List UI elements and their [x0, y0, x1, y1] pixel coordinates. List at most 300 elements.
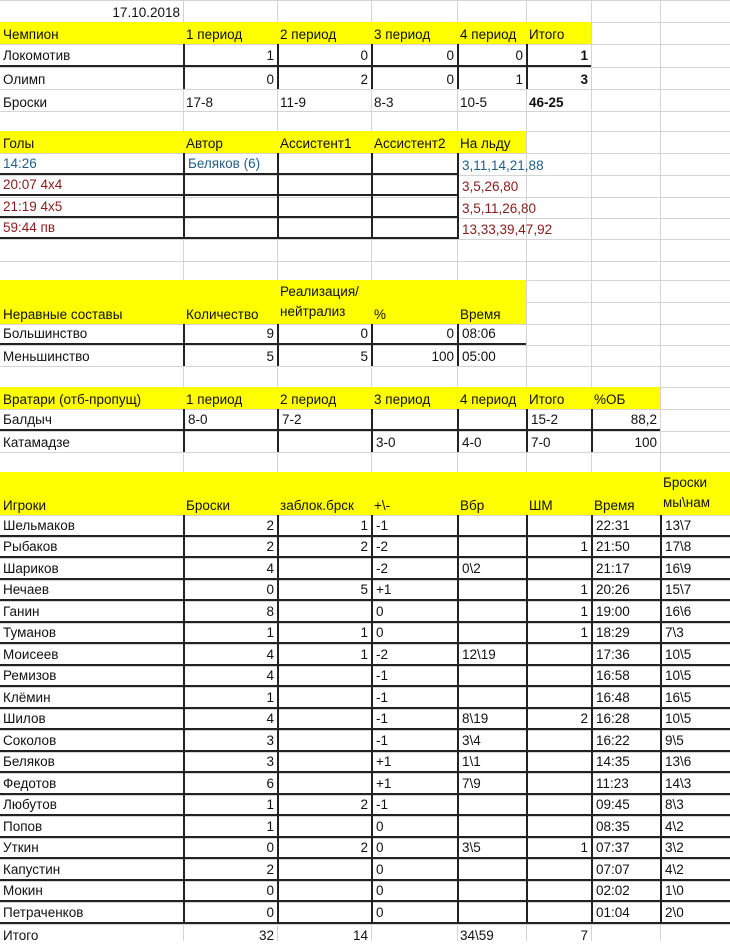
player-stat[interactable]: 14\3 — [660, 773, 730, 795]
player-stat[interactable]: 4 — [183, 709, 277, 731]
player-stat[interactable]: 2 — [526, 709, 591, 731]
player-stat[interactable] — [526, 558, 591, 580]
score-value[interactable]: 0 — [183, 67, 277, 90]
player-name[interactable]: Моисеев — [0, 644, 183, 666]
player-name[interactable]: Шариков — [0, 558, 183, 580]
goal-row — [0, 196, 730, 218]
goal-time[interactable]: 21:19 4х5 — [0, 196, 183, 218]
player-stat[interactable] — [457, 666, 526, 688]
total-value[interactable] — [591, 924, 660, 945]
player-stat[interactable]: 4\2 — [660, 816, 730, 838]
player-stat[interactable] — [457, 816, 526, 838]
goals-header-4[interactable]: На льду — [457, 131, 526, 153]
goalie-stat[interactable]: 8-0 — [183, 409, 277, 431]
score-value[interactable]: 8-3 — [371, 89, 457, 112]
player-row — [0, 795, 730, 817]
player-stat[interactable]: 7\3 — [660, 623, 730, 645]
player-name[interactable]: Федотов — [0, 773, 183, 795]
player-stat[interactable]: 1 — [526, 537, 591, 559]
player-stat[interactable]: 0 — [183, 902, 277, 924]
player-stat[interactable]: 17:36 — [591, 644, 660, 666]
player-stat[interactable]: 0 — [183, 838, 277, 860]
player-stat[interactable] — [277, 816, 371, 838]
player-stat[interactable] — [526, 859, 591, 881]
player-name[interactable]: Уткин — [0, 838, 183, 860]
player-row — [0, 666, 730, 688]
player-stat[interactable] — [457, 881, 526, 903]
header-count[interactable]: Количество — [183, 280, 277, 324]
goal-time[interactable]: 20:07 4х4 — [0, 175, 183, 197]
player-row — [0, 580, 730, 602]
player-stat[interactable] — [526, 902, 591, 924]
score-header-3[interactable]: 3 период — [371, 22, 457, 44]
score-value[interactable]: 46-25 — [526, 89, 591, 112]
goalie-stat[interactable] — [277, 431, 371, 453]
players-header-2[interactable]: заблок.брск — [277, 472, 371, 515]
player-stat[interactable] — [526, 816, 591, 838]
goal-a2[interactable] — [371, 218, 457, 240]
gridline-horizontal — [0, 452, 730, 453]
goal-a2[interactable] — [371, 196, 457, 218]
player-stat[interactable] — [457, 580, 526, 602]
goal-row — [0, 153, 730, 175]
total-value[interactable]: 32 — [183, 924, 277, 945]
goalie-stat[interactable]: 7-2 — [277, 409, 371, 431]
goal-author[interactable]: Беляков (6) — [183, 153, 277, 175]
gridline-horizontal — [0, 239, 730, 240]
player-stat[interactable] — [457, 515, 526, 537]
player-stat[interactable]: 9\5 — [660, 730, 730, 752]
player-row — [0, 537, 730, 559]
score-value[interactable]: 0 — [277, 44, 371, 67]
goalie-stat[interactable] — [183, 431, 277, 453]
player-stat[interactable]: 0 — [371, 816, 457, 838]
score-header-5[interactable]: Итого — [526, 22, 591, 44]
player-stat[interactable]: 21:50 — [591, 537, 660, 559]
score-value[interactable]: 1 — [526, 44, 591, 67]
player-stat[interactable]: 1 — [526, 601, 591, 623]
gridline-horizontal — [0, 261, 730, 262]
situation-value[interactable]: 100 — [371, 345, 457, 366]
player-stat[interactable]: 14:35 — [591, 752, 660, 774]
player-stat[interactable] — [277, 859, 371, 881]
player-stat[interactable]: 10\5 — [660, 644, 730, 666]
player-stat[interactable]: 10\5 — [660, 709, 730, 731]
player-stat[interactable]: 07:37 — [591, 838, 660, 860]
total-value[interactable] — [371, 924, 457, 945]
situation-value[interactable]: 5 — [277, 345, 371, 366]
score-value[interactable]: 2 — [277, 67, 371, 90]
player-stat[interactable]: -1 — [371, 795, 457, 817]
total-label[interactable]: Итого — [0, 924, 183, 945]
total-value[interactable] — [660, 924, 730, 945]
goals-header-3[interactable]: Ассистент2 — [371, 131, 457, 153]
player-stat[interactable]: 02:02 — [591, 881, 660, 903]
player-row — [0, 623, 730, 645]
player-stat[interactable]: 0 — [183, 580, 277, 602]
goal-a1[interactable] — [277, 153, 371, 175]
player-stat[interactable] — [457, 687, 526, 709]
goal-a2[interactable] — [371, 175, 457, 197]
player-stat[interactable] — [457, 795, 526, 817]
player-stat[interactable]: 19:00 — [591, 601, 660, 623]
player-stat[interactable] — [277, 709, 371, 731]
goalie-stat[interactable] — [457, 409, 526, 431]
player-stat[interactable] — [457, 537, 526, 559]
player-stat[interactable]: -2 — [371, 644, 457, 666]
player-stat[interactable]: 3\4 — [457, 730, 526, 752]
goalie-stat[interactable]: 88,2 — [591, 409, 660, 431]
goals-header-2[interactable]: Ассистент1 — [277, 131, 371, 153]
goal-a1[interactable] — [277, 196, 371, 218]
player-stat[interactable]: +1 — [371, 752, 457, 774]
player-stat[interactable]: 17\8 — [660, 537, 730, 559]
situation-value[interactable]: 9 — [183, 324, 277, 345]
goals-header-0[interactable]: Голы — [0, 131, 183, 153]
player-stat[interactable]: 1 — [277, 515, 371, 537]
player-row — [0, 752, 730, 774]
goals-header-1[interactable]: Автор — [183, 131, 277, 153]
goalie-stat[interactable]: 4-0 — [457, 431, 526, 453]
player-row — [0, 709, 730, 731]
player-stat[interactable]: 2 — [183, 859, 277, 881]
situation-value[interactable]: 0 — [277, 324, 371, 345]
player-name[interactable]: Клёмин — [0, 687, 183, 709]
players-header-6[interactable]: Время — [591, 472, 660, 515]
match-date[interactable]: 17.10.2018 — [0, 2, 183, 22]
player-stat[interactable] — [526, 881, 591, 903]
players-header-0[interactable]: Игроки — [0, 472, 183, 515]
player-stat[interactable] — [277, 687, 371, 709]
player-stat[interactable]: -2 — [371, 537, 457, 559]
total-value[interactable]: 34\59 — [457, 924, 526, 945]
goalies-header-0[interactable]: Вратари (отб-пропущ) — [0, 387, 183, 409]
player-row — [0, 558, 730, 580]
goal-author[interactable] — [183, 175, 277, 197]
player-row — [0, 515, 730, 537]
header-time[interactable]: Время — [457, 280, 526, 324]
player-stat[interactable] — [277, 752, 371, 774]
situation-value[interactable]: 0 — [371, 324, 457, 345]
score-value[interactable]: 0 — [371, 44, 457, 67]
score-row — [0, 89, 730, 112]
player-stat[interactable] — [526, 773, 591, 795]
header-realization[interactable] — [277, 280, 371, 324]
team-name[interactable]: Олимп — [0, 67, 183, 90]
goalie-stat[interactable]: 7-0 — [526, 431, 591, 453]
player-stat[interactable]: 16:48 — [591, 687, 660, 709]
player-stat[interactable]: 2 — [183, 515, 277, 537]
team-name[interactable]: Локомотив — [0, 44, 183, 67]
players-header-1[interactable]: Броски — [183, 472, 277, 515]
goal-a1[interactable] — [277, 175, 371, 197]
player-stat[interactable] — [277, 601, 371, 623]
player-stat[interactable] — [457, 902, 526, 924]
player-name[interactable]: Петраченков — [0, 902, 183, 924]
score-header-2[interactable]: 2 период — [277, 22, 371, 44]
player-stat[interactable]: 1 — [526, 580, 591, 602]
goalie-name[interactable]: Катамадзе — [0, 431, 183, 453]
player-row — [0, 687, 730, 709]
total-value[interactable]: 14 — [277, 924, 371, 945]
player-stat[interactable]: 16\5 — [660, 687, 730, 709]
player-stat[interactable]: 4 — [183, 558, 277, 580]
player-stat[interactable]: -1 — [371, 709, 457, 731]
player-row — [0, 601, 730, 623]
player-stat[interactable] — [526, 666, 591, 688]
player-stat[interactable]: 7\9 — [457, 773, 526, 795]
player-name[interactable]: Шельмаков — [0, 515, 183, 537]
player-stat[interactable]: 2 — [277, 795, 371, 817]
player-stat[interactable] — [457, 623, 526, 645]
goalie-row — [0, 409, 730, 431]
player-stat[interactable]: 6 — [183, 773, 277, 795]
goalie-stat[interactable]: 15-2 — [526, 409, 591, 431]
player-row — [0, 859, 730, 881]
player-stat[interactable]: 01:04 — [591, 902, 660, 924]
player-stat[interactable] — [526, 752, 591, 774]
player-stat[interactable]: 10\5 — [660, 666, 730, 688]
score-value[interactable]: 1 — [457, 67, 526, 90]
player-stat[interactable] — [277, 773, 371, 795]
goalies-header-3[interactable]: 3 период — [371, 387, 457, 409]
player-name[interactable]: Ганин — [0, 601, 183, 623]
player-stat[interactable]: 8\3 — [660, 795, 730, 817]
date-row — [0, 2, 730, 22]
player-stat[interactable]: 12\19 — [457, 644, 526, 666]
player-stat[interactable]: 4 — [183, 644, 277, 666]
situation-label[interactable]: Большинство — [0, 324, 183, 345]
header-percent[interactable]: % — [371, 280, 457, 324]
player-stat[interactable]: 3 — [183, 752, 277, 774]
special-teams-row — [0, 345, 730, 366]
player-stat[interactable]: 0 — [371, 623, 457, 645]
goal-on_ice[interactable]: 3,5,26,80 — [457, 175, 526, 197]
goal-a2[interactable] — [371, 153, 457, 175]
header-realization-line2: нейтрализ — [280, 302, 345, 322]
player-stat[interactable]: 1 — [183, 795, 277, 817]
goal-author[interactable] — [183, 218, 277, 240]
player-stat[interactable]: 0 — [183, 881, 277, 903]
player-name[interactable]: Попов — [0, 816, 183, 838]
header-shots-line2: мы\нам — [663, 493, 710, 513]
player-row — [0, 644, 730, 666]
player-stat[interactable]: 1 — [277, 644, 371, 666]
players-header-4[interactable]: Вбр — [457, 472, 526, 515]
player-stat[interactable]: 2 — [277, 537, 371, 559]
player-name[interactable]: Беляков — [0, 752, 183, 774]
goal-row — [0, 218, 730, 240]
goals-header-row — [0, 131, 730, 153]
score-row — [0, 44, 730, 67]
goal-on_ice[interactable]: 13,33,39,47,92 — [457, 218, 526, 240]
goalies-header-2[interactable]: 2 период — [277, 387, 371, 409]
gridline-horizontal — [0, 0, 730, 1]
player-stat[interactable]: 0\2 — [457, 558, 526, 580]
player-row — [0, 816, 730, 838]
score-value[interactable]: 1 — [183, 44, 277, 67]
player-stat[interactable]: 0 — [371, 838, 457, 860]
player-name[interactable]: Ремизов — [0, 666, 183, 688]
player-row — [0, 881, 730, 903]
player-stat[interactable]: 1 — [277, 623, 371, 645]
player-name[interactable]: Любутов — [0, 795, 183, 817]
player-stat[interactable]: +1 — [371, 773, 457, 795]
player-stat[interactable]: -1 — [371, 730, 457, 752]
player-stat[interactable]: 0 — [371, 859, 457, 881]
goal-author[interactable] — [183, 196, 277, 218]
player-stat[interactable] — [277, 730, 371, 752]
player-stat[interactable]: 2\0 — [660, 902, 730, 924]
player-stat[interactable] — [277, 666, 371, 688]
goal-row — [0, 175, 730, 197]
player-stat[interactable] — [277, 881, 371, 903]
goalie-row — [0, 431, 730, 453]
player-stat[interactable] — [526, 687, 591, 709]
players-header-3[interactable]: +\- — [371, 472, 457, 515]
goal-on_ice[interactable]: 3,5,11,26,80 — [457, 196, 526, 218]
goalie-stat[interactable]: 100 — [591, 431, 660, 453]
player-stat[interactable]: 16:22 — [591, 730, 660, 752]
goal-time[interactable]: 59:44 пв — [0, 218, 183, 240]
players-header-5[interactable]: ШМ — [526, 472, 591, 515]
score-header-0[interactable]: Чемпион — [0, 22, 183, 44]
player-stat[interactable]: 3\5 — [457, 838, 526, 860]
goalie-name[interactable]: Балдыч — [0, 409, 183, 431]
player-name[interactable]: Соколов — [0, 730, 183, 752]
goalies-header-6[interactable]: %ОБ — [591, 387, 660, 409]
player-stat[interactable]: -1 — [371, 666, 457, 688]
player-stat[interactable]: -1 — [371, 687, 457, 709]
player-stat[interactable]: 3\2 — [660, 838, 730, 860]
player-stat[interactable]: 15\7 — [660, 580, 730, 602]
player-stat[interactable] — [526, 795, 591, 817]
players-header-row — [0, 472, 730, 515]
player-stat[interactable] — [457, 601, 526, 623]
player-stat[interactable]: -2 — [371, 558, 457, 580]
situation-value[interactable]: 5 — [183, 345, 277, 366]
gridline-horizontal — [0, 366, 730, 367]
player-stat[interactable]: 2 — [277, 838, 371, 860]
player-stat[interactable]: 13\7 — [660, 515, 730, 537]
special-teams-title[interactable]: Неравные составы — [0, 280, 183, 324]
player-name[interactable]: Туманов — [0, 623, 183, 645]
goalies-header-row — [0, 387, 730, 409]
player-name[interactable]: Шилов — [0, 709, 183, 731]
player-stat[interactable]: 0 — [371, 881, 457, 903]
player-stat[interactable]: 09:45 — [591, 795, 660, 817]
player-stat[interactable]: 1 — [183, 687, 277, 709]
player-row — [0, 730, 730, 752]
player-stat[interactable]: 22:31 — [591, 515, 660, 537]
player-stat[interactable]: 1\0 — [660, 881, 730, 903]
player-stat[interactable] — [457, 859, 526, 881]
score-value[interactable]: 10-5 — [457, 89, 526, 112]
player-stat[interactable]: 16:28 — [591, 709, 660, 731]
player-stat[interactable]: 1 — [526, 838, 591, 860]
players-total-row — [0, 924, 730, 945]
player-stat[interactable]: 1\1 — [457, 752, 526, 774]
player-stat[interactable] — [526, 644, 591, 666]
players-header-shots-for-against[interactable] — [660, 472, 730, 515]
special-teams-row — [0, 324, 730, 345]
player-stat[interactable] — [277, 902, 371, 924]
player-stat[interactable]: 5 — [277, 580, 371, 602]
player-stat[interactable]: 0 — [371, 902, 457, 924]
player-stat[interactable]: 16\9 — [660, 558, 730, 580]
player-stat[interactable]: 2 — [183, 537, 277, 559]
player-stat[interactable]: 8\19 — [457, 709, 526, 731]
goal-a1[interactable] — [277, 218, 371, 240]
goalie-stat[interactable] — [371, 409, 457, 431]
player-row — [0, 902, 730, 924]
player-stat[interactable]: 07:07 — [591, 859, 660, 881]
header-shots-line1: Броски — [663, 473, 707, 493]
player-stat[interactable]: -1 — [371, 515, 457, 537]
goal-time[interactable]: 14:26 — [0, 153, 183, 175]
player-stat[interactable]: 08:35 — [591, 816, 660, 838]
player-stat[interactable]: +1 — [371, 580, 457, 602]
player-name[interactable]: Рыбаков — [0, 537, 183, 559]
player-stat[interactable]: 21:17 — [591, 558, 660, 580]
score-value[interactable]: 0 — [457, 44, 526, 67]
player-stat[interactable] — [526, 515, 591, 537]
score-header-4[interactable]: 4 период — [457, 22, 526, 44]
score-value[interactable]: 11-9 — [277, 89, 371, 112]
situation-value[interactable]: 05:00 — [457, 345, 526, 366]
player-stat[interactable]: 20:26 — [591, 580, 660, 602]
player-stat[interactable]: 1 — [526, 623, 591, 645]
score-value[interactable]: 3 — [526, 67, 591, 90]
player-stat[interactable]: 1 — [183, 816, 277, 838]
header-realization-line1: Реализация/ — [280, 282, 359, 302]
goalie-stat[interactable]: 3-0 — [371, 431, 457, 453]
score-header-row — [0, 22, 730, 44]
player-stat[interactable]: 4 — [183, 666, 277, 688]
player-stat[interactable]: 4\2 — [660, 859, 730, 881]
player-name[interactable]: Нечаев — [0, 580, 183, 602]
player-stat[interactable] — [277, 558, 371, 580]
player-stat[interactable]: 16\6 — [660, 601, 730, 623]
player-row — [0, 773, 730, 795]
goalies-header-5[interactable]: Итого — [526, 387, 591, 409]
situation-label[interactable]: Меньшинство — [0, 345, 183, 366]
goal-on_ice[interactable]: 3,11,14,21,88 — [457, 153, 526, 175]
player-name[interactable]: Капустин — [0, 859, 183, 881]
player-stat[interactable]: 3 — [183, 730, 277, 752]
player-stat[interactable]: 8 — [183, 601, 277, 623]
player-stat[interactable]: 11:23 — [591, 773, 660, 795]
player-stat[interactable]: 1 — [183, 623, 277, 645]
situation-value[interactable]: 08:06 — [457, 324, 526, 345]
score-row — [0, 67, 730, 90]
total-value[interactable]: 7 — [526, 924, 591, 945]
special-teams-header-row — [0, 280, 730, 324]
player-stat[interactable]: 0 — [371, 601, 457, 623]
player-stat[interactable]: 16:58 — [591, 666, 660, 688]
goalies-header-1[interactable]: 1 период — [183, 387, 277, 409]
score-header-1[interactable]: 1 период — [183, 22, 277, 44]
player-stat[interactable] — [526, 730, 591, 752]
player-name[interactable]: Мокин — [0, 881, 183, 903]
player-stat[interactable]: 18:29 — [591, 623, 660, 645]
score-value[interactable]: 0 — [371, 67, 457, 90]
goalies-header-4[interactable]: 4 период — [457, 387, 526, 409]
player-stat[interactable]: 13\6 — [660, 752, 730, 774]
score-value[interactable]: 17-8 — [183, 89, 277, 112]
player-row — [0, 838, 730, 860]
team-name[interactable]: Броски — [0, 89, 183, 112]
